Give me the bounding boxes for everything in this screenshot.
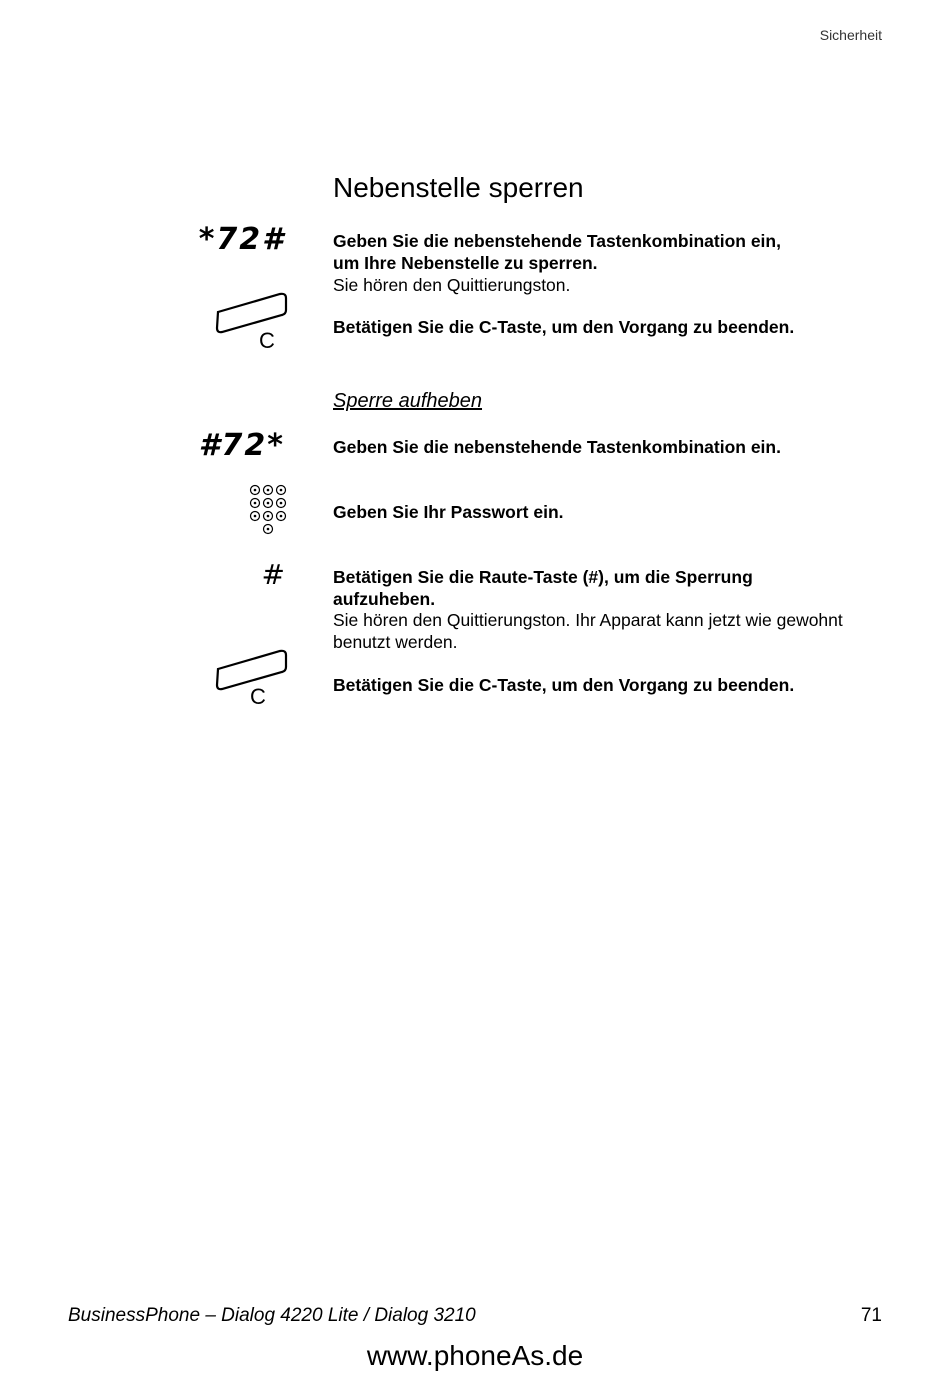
section-header: Sicherheit	[819, 27, 882, 43]
lock-step1-note: Sie hören den Quittierungston.	[333, 275, 571, 295]
page-number: 71	[860, 1305, 882, 1326]
c-key-label: C	[250, 684, 266, 709]
unlock-step3-line1: Betätigen Sie die Raute-Taste (#), um die Sperrung	[333, 567, 753, 587]
unlock-step3-note-line2: benutzt werden.	[333, 631, 458, 652]
unlock-step3-line2: aufzuheben.	[333, 588, 436, 609]
footer-product: BusinessPhone – Dialog 4220 Lite / Dialog 3210	[68, 1305, 476, 1326]
keypad-icon	[248, 484, 288, 538]
lock-step1-line1: Geben Sie die nebenstehende Tastenkombination ein,	[333, 231, 781, 251]
c-key-label: C	[259, 328, 275, 352]
c-key-icon	[212, 290, 288, 352]
unlock-step2-instruction: Geben Sie Ihr Passwort ein.	[333, 502, 564, 522]
unlock-step4-instruction: Betätigen Sie die C-Taste, um den Vorgang zu beenden.	[333, 675, 795, 695]
lock-step2-instruction: Betätigen Sie die C-Taste, um den Vorgang zu beenden.	[333, 317, 795, 337]
page-title: Nebenstelle sperren	[333, 172, 584, 203]
unlock-step3-note-line1: Sie hören den Quittierungston. Ihr Apparat kann jetzt wie gewohnt	[333, 610, 843, 630]
lock-key-code: *72#	[198, 222, 285, 257]
hash-key-symbol: #	[261, 558, 285, 591]
unlock-step3-note	[333, 610, 893, 653]
website-link[interactable]: www.phoneAs.de	[366, 1340, 584, 1371]
lock-step1-line2: um Ihre Nebenstelle zu sperren.	[333, 252, 598, 273]
unlock-subheading: Sperre aufheben	[333, 390, 483, 412]
unlock-step1-instruction: Geben Sie die nebenstehende Tastenkombination ein.	[333, 437, 781, 457]
c-key-icon	[212, 647, 288, 709]
lock-step1-instruction	[333, 231, 893, 274]
unlock-key-code: #72*	[198, 428, 285, 463]
unlock-step3-instruction	[333, 567, 893, 610]
